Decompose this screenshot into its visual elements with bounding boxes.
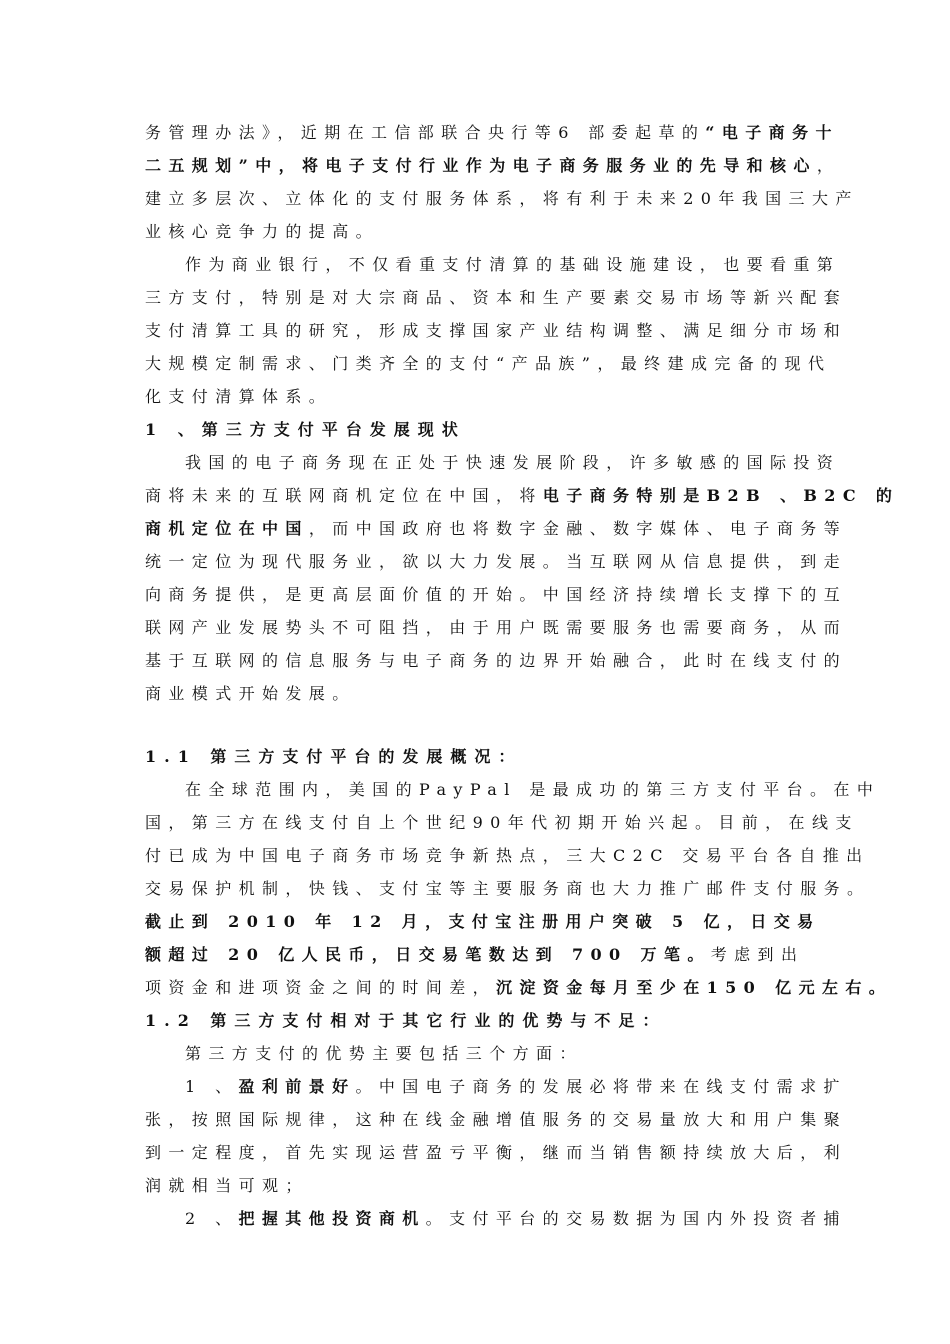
text-run: 第三方支付的优势主要包括三个方面：	[185, 1044, 583, 1063]
text-run: ，	[816, 156, 841, 175]
text-run: 润就相当可观；	[145, 1176, 309, 1195]
bold-text-run: 1.1 第三方支付平台的发展概况：	[145, 747, 523, 766]
text-run: 大规模定制需求、门类齐全的支付“产品族”，最终建成完备的现代	[145, 354, 832, 373]
text-line	[145, 189, 859, 209]
text-run: 三方支付，特别是对大宗商品、资本和生产要素交易市场等新兴配套	[145, 288, 848, 307]
text-line	[145, 387, 332, 407]
text-line	[145, 519, 847, 539]
text-line	[185, 1209, 847, 1229]
text-line	[145, 813, 859, 833]
text-run: 到一定程度，首先实现运营盈亏平衡，继而当销售额持续放大后，利	[145, 1143, 848, 1162]
text-line	[145, 618, 847, 638]
text-line	[145, 1143, 847, 1163]
text-run: 统一定位为现代服务业，欲以大力发展。当互联网从信息提供，到走	[145, 552, 848, 571]
text-line	[185, 780, 880, 800]
text-run: 联网产业发展势头不可阻挡，由于用户既需要服务也需要商务，从而	[145, 618, 848, 637]
bold-text-run: 把握其他投资商机	[238, 1209, 426, 1228]
bold-text-run: 截止到 2010 年 12 月，支付宝注册用户突破 5 亿，日交易	[145, 912, 821, 931]
text-run: 。中国电子商务的发展必将带来在线支付需求扩	[355, 1077, 847, 1096]
text-line	[145, 651, 847, 671]
text-line	[145, 156, 840, 176]
text-run: 1 、	[185, 1077, 239, 1096]
bold-text-run: 电子商务特别是B2B 、B2C 的	[542, 486, 900, 505]
text-run: ，而中国政府也将数字金融、数字媒体、电子商务等	[308, 519, 848, 538]
text-line	[145, 585, 847, 605]
text-run: 支付清算工具的研究，形成支撑国家产业结构调整、满足细分市场和	[145, 321, 848, 340]
text-line	[185, 1044, 583, 1064]
text-run: 。支付平台的交易数据为国内外投资者捕	[425, 1209, 847, 1228]
bold-text-run: 沉淀资金每月至少在150 亿元左右。	[496, 978, 893, 997]
text-run: 化支付清算体系。	[145, 387, 333, 406]
text-run: 考虑到出	[710, 945, 805, 964]
text-line	[185, 453, 840, 473]
bold-text-run: 二五规划”中，将电子支付行业作为电子商务服务业的先导和核心	[145, 156, 817, 175]
text-line	[145, 684, 356, 704]
bold-text-run: “电子商务十	[705, 123, 839, 142]
text-run: 基于互联网的信息服务与电子商务的边界开始融合，此时在线支付的	[145, 651, 848, 670]
bold-text-run: 1 、第三方支付平台发展现状	[145, 420, 466, 439]
text-run: 张，按照国际规律，这种在线金融增值服务的交易量放大和用户集聚	[145, 1110, 848, 1129]
section-heading	[145, 747, 522, 767]
text-line	[145, 486, 899, 506]
text-line	[145, 846, 870, 866]
bold-text-run: 盈利前景好	[238, 1077, 356, 1096]
section-heading	[145, 420, 466, 440]
bold-text-run: 1.2 第三方支付相对于其它行业的优势与不足：	[145, 1011, 667, 1030]
text-line	[185, 1077, 847, 1097]
text-line	[145, 288, 847, 308]
text-line	[145, 123, 839, 143]
text-line	[145, 879, 870, 899]
text-line	[145, 1176, 309, 1196]
text-run: 建立多层次、立体化的支付服务体系，将有利于未来20年我国三大产	[145, 189, 859, 208]
text-run: 务管理办法》，近期在工信部联合央行等6 部委起草的	[145, 123, 706, 142]
bold-text-run: 额超过 20 亿人民币，日交易笔数达到 700 万笔。	[145, 945, 711, 964]
section-heading	[145, 1011, 666, 1031]
text-run: 交易保护机制，快钱、支付宝等主要服务商也大力推广邮件支付服务。	[145, 879, 871, 898]
text-line	[145, 321, 847, 341]
text-line	[145, 978, 892, 998]
text-run: 业核心竞争力的提高。	[145, 222, 380, 241]
text-line	[145, 354, 831, 374]
text-run: 付已成为中国电子商务市场竞争新热点，三大C2C 交易平台各自推出	[145, 846, 870, 865]
text-run: 商业模式开始发展。	[145, 684, 356, 703]
text-run: 向商务提供，是更高层面价值的开始。中国经济持续增长支撑下的互	[145, 585, 848, 604]
text-run: 2 、	[185, 1209, 239, 1228]
text-run: 在全球范围内，美国的PayPal 是最成功的第三方支付平台。在中	[185, 780, 881, 799]
text-line	[185, 255, 840, 275]
text-run: 项资金和进项资金之间的时间差，	[145, 978, 497, 997]
text-line	[145, 222, 379, 242]
text-run: 我国的电子商务现在正处于快速发展阶段，许多敏感的国际投资	[185, 453, 841, 472]
text-run: 商将未来的互联网商机定位在中国，将	[145, 486, 543, 505]
bold-text-run: 商机定位在中国	[145, 519, 309, 538]
text-line	[145, 945, 804, 965]
text-line	[145, 912, 821, 932]
text-run: 国，第三方在线支付自上个世纪90年代初期开始兴起。目前，在线支	[145, 813, 859, 832]
text-run: 作为商业银行，不仅看重支付清算的基础设施建设，也要看重第	[185, 255, 841, 274]
text-line	[145, 552, 847, 572]
text-line	[145, 1110, 847, 1130]
